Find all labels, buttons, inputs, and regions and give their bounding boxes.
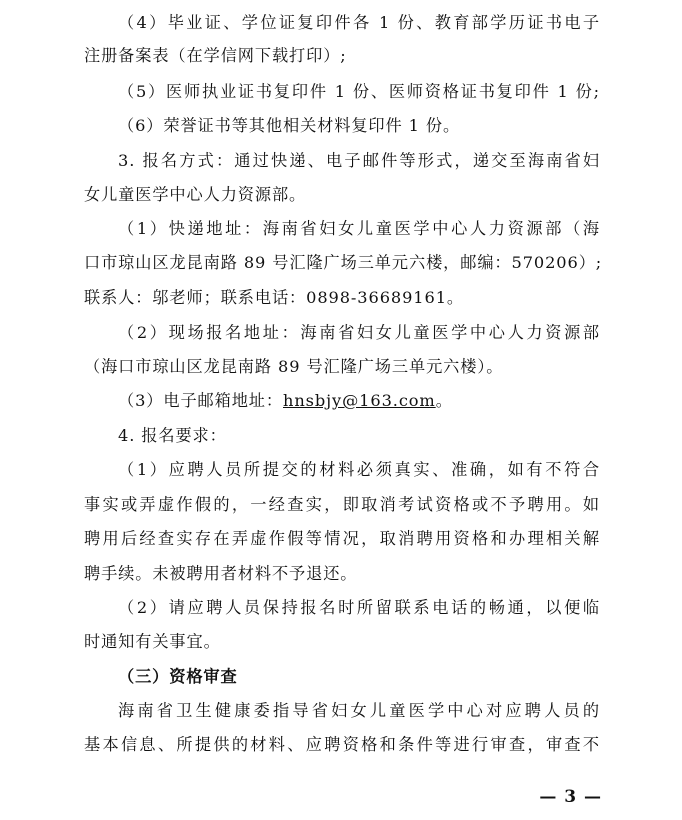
email-suffix: 。	[435, 391, 453, 410]
text-line-13: 4. 报名要求：	[118, 426, 227, 445]
text-line-9: 联系人：邬老师；联系电话：0898-36689161。	[84, 288, 464, 307]
text-line-17: 聘手续。未被聘用者材料不予退还。	[84, 564, 358, 583]
text-line-21: 海南省卫生健康委指导省妇女儿童医学中心对应聘人员的	[118, 701, 600, 720]
text-line-11: （海口市琼山区龙昆南路 89 号汇隆广场三单元六楼）。	[84, 357, 504, 376]
text-line-19: 时通知有关事宜。	[84, 632, 221, 651]
text-line-6: 女儿童医学中心人力资源部。	[84, 185, 307, 204]
email-label: （3）电子邮箱地址：	[118, 391, 283, 410]
text-line-22: 基本信息、所提供的材料、应聘资格和条件等进行审查，审查不	[84, 735, 600, 754]
text-line-10: （2）现场报名地址：海南省妇女儿童医学中心人力资源部	[118, 323, 600, 342]
page-number: — 3 —	[539, 787, 602, 807]
text-line-16: 聘用后经查实存在弄虚作假等情况，取消聘用资格和办理相关解	[84, 529, 600, 548]
text-line-8: 口市琼山区龙昆南路 89 号汇隆广场三单元六楼，邮编：570206）;	[84, 253, 603, 272]
text-line-12	[118, 390, 634, 412]
text-line-4: （6）荣誉证书等其他相关材料复印件 1 份。	[118, 116, 461, 135]
email-link[interactable]: hnsbjy@163.com	[283, 391, 436, 410]
text-line-2: 注册备案表（在学信网下载打印）;	[84, 46, 347, 65]
text-line-3: （5）医师执业证书复印件 1 份、医师资格证书复印件 1 份;	[118, 82, 600, 101]
text-line-7: （1）快递地址：海南省妇女儿童医学中心人力资源部（海	[118, 219, 600, 238]
text-line-18: （2）请应聘人员保持报名时所留联系电话的畅通，以便临	[118, 598, 600, 617]
text-line-1: （4）毕业证、学位证复印件各 1 份、教育部学历证书电子	[118, 13, 600, 32]
text-line-5: 3. 报名方式：通过快递、电子邮件等形式，递交至海南省妇	[118, 151, 600, 170]
text-line-15: 事实或弄虚作假的，一经查实，即取消考试资格或不予聘用。如	[84, 495, 600, 514]
text-line-14: （1）应聘人员所提交的材料必须真实、准确，如有不符合	[118, 460, 600, 479]
section-heading: （三）资格审查	[118, 667, 238, 686]
